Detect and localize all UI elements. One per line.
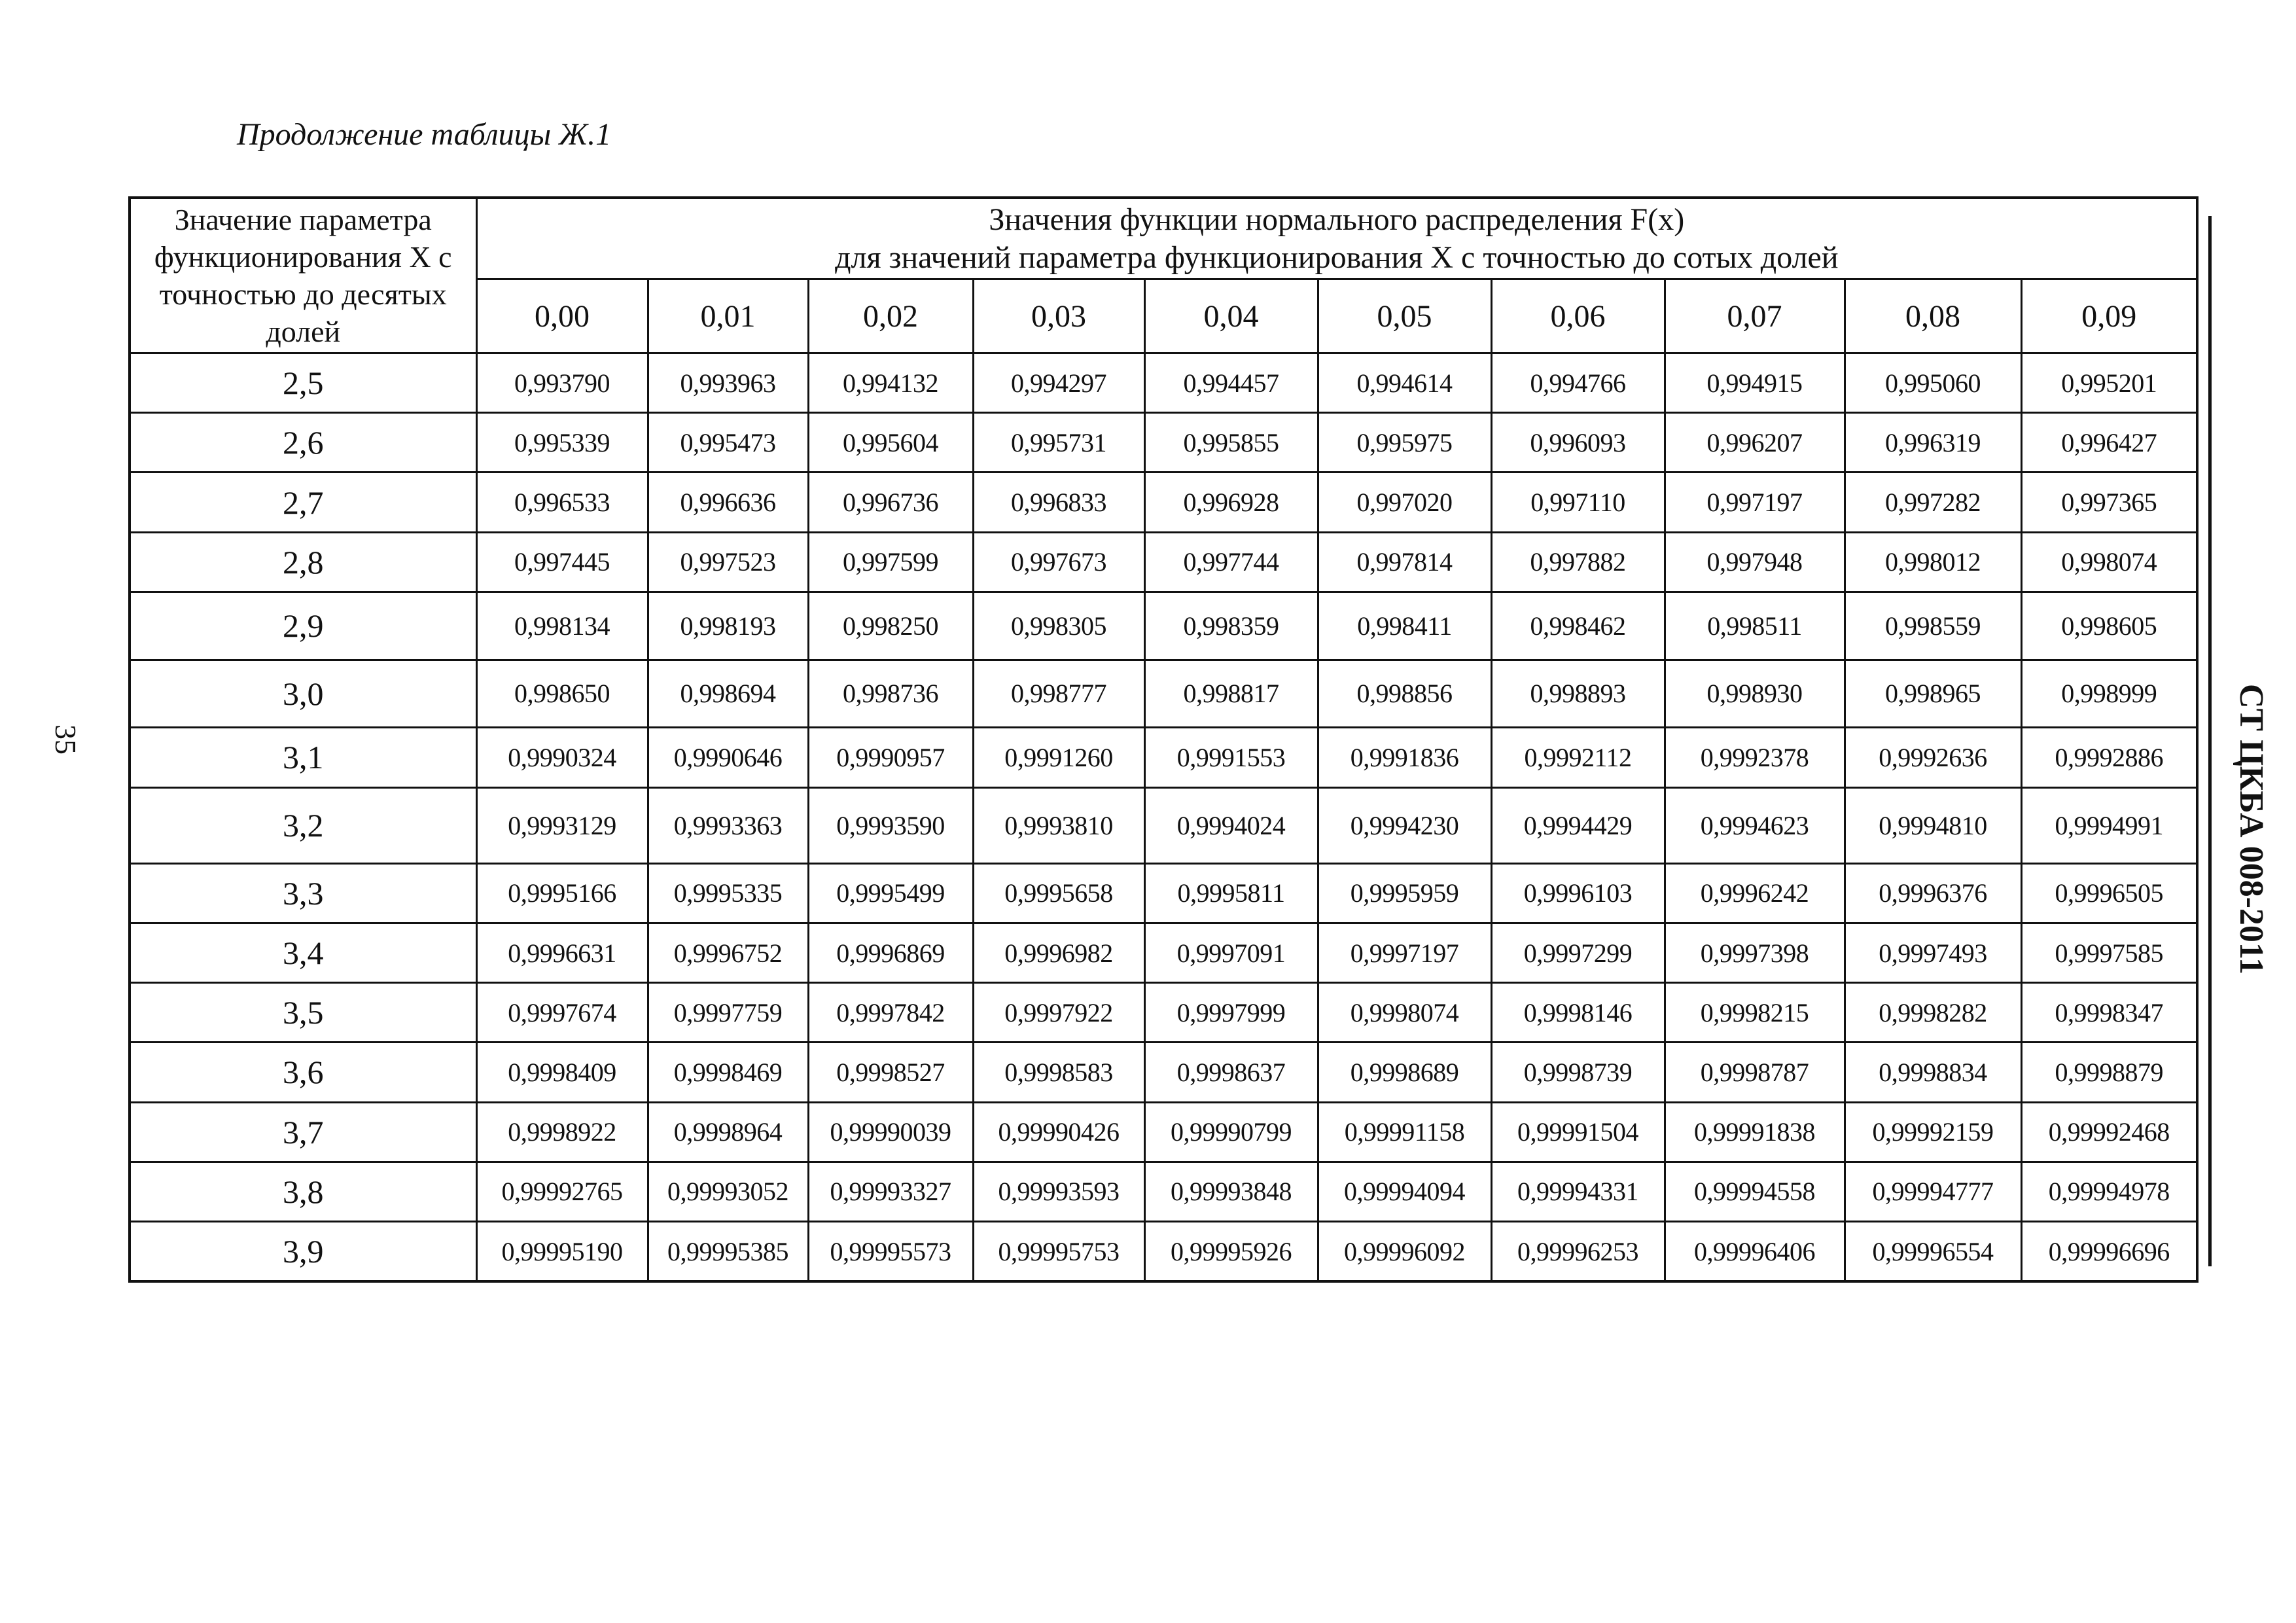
fx-value-cell: 0,996636 xyxy=(648,473,808,532)
table-row xyxy=(130,787,2197,863)
fx-value-cell: 0,99995190 xyxy=(476,1222,648,1281)
fx-value-cell: 0,99993327 xyxy=(808,1162,973,1221)
fx-value-cell: 0,9996631 xyxy=(476,923,648,982)
fx-value-cell: 0,998411 xyxy=(1318,592,1491,660)
fx-value-cell: 0,998856 xyxy=(1318,660,1491,728)
fx-value-cell: 0,998650 xyxy=(476,660,648,728)
fx-value-cell: 0,9995335 xyxy=(648,863,808,923)
fx-value-cell: 0,997365 xyxy=(2021,473,2197,532)
fx-value-cell: 0,998777 xyxy=(973,660,1144,728)
fx-value-cell: 0,998511 xyxy=(1665,592,1845,660)
fx-value-cell: 0,998736 xyxy=(808,660,973,728)
fx-value-cell: 0,995201 xyxy=(2021,353,2197,413)
fx-value-cell: 0,994766 xyxy=(1491,353,1665,413)
fx-value-cell: 0,996093 xyxy=(1491,413,1665,473)
fx-value-cell: 0,99994331 xyxy=(1491,1162,1665,1221)
fx-value-cell: 0,9997674 xyxy=(476,983,648,1043)
table-row xyxy=(130,592,2197,660)
fx-value-cell: 0,9994429 xyxy=(1491,787,1665,863)
fx-value-cell: 0,997948 xyxy=(1665,532,1845,592)
fx-value-cell: 0,9998637 xyxy=(1144,1043,1318,1102)
fx-value-cell: 0,996427 xyxy=(2021,413,2197,473)
fx-value-cell: 0,998250 xyxy=(808,592,973,660)
fx-value-cell: 0,9997759 xyxy=(648,983,808,1043)
fx-value-cell: 0,99992159 xyxy=(1845,1102,2021,1162)
fx-value-cell: 0,9998469 xyxy=(648,1043,808,1102)
fx-value-cell: 0,9998787 xyxy=(1665,1043,1845,1102)
fx-value-cell: 0,9997299 xyxy=(1491,923,1665,982)
fx-value-cell: 0,9994623 xyxy=(1665,787,1845,863)
fx-value-cell: 0,99993593 xyxy=(973,1162,1144,1221)
x-value-cell: 3,2 xyxy=(130,787,476,863)
column-header: 0,01 xyxy=(648,279,808,353)
fx-value-cell: 0,995731 xyxy=(973,413,1144,473)
fx-value-cell: 0,998134 xyxy=(476,592,648,660)
normal-distribution-table xyxy=(128,196,2199,1283)
fx-value-cell: 0,997744 xyxy=(1144,532,1318,592)
fx-value-cell: 0,996319 xyxy=(1845,413,2021,473)
fx-value-cell: 0,998893 xyxy=(1491,660,1665,728)
fx-value-cell: 0,996736 xyxy=(808,473,973,532)
table-row xyxy=(130,1102,2197,1162)
fx-value-cell: 0,997445 xyxy=(476,532,648,592)
fx-value-cell: 0,99996406 xyxy=(1665,1222,1845,1281)
x-value-cell: 3,3 xyxy=(130,863,476,923)
fx-value-cell: 0,9994230 xyxy=(1318,787,1491,863)
fx-value-cell: 0,9997842 xyxy=(808,983,973,1043)
fx-value-cell: 0,995060 xyxy=(1845,353,2021,413)
fx-value-cell: 0,99992468 xyxy=(2021,1102,2197,1162)
fx-value-cell: 0,997020 xyxy=(1318,473,1491,532)
fx-value-cell: 0,9990957 xyxy=(808,728,973,787)
x-value-cell: 2,7 xyxy=(130,473,476,532)
fx-value-cell: 0,9998527 xyxy=(808,1043,973,1102)
x-value-cell: 3,5 xyxy=(130,983,476,1043)
fx-value-cell: 0,9995811 xyxy=(1144,863,1318,923)
fx-value-cell: 0,998817 xyxy=(1144,660,1318,728)
fx-value-cell: 0,9998879 xyxy=(2021,1043,2197,1102)
table-row xyxy=(130,660,2197,728)
table-title-line-2: для значений параметра функционирования X с точностью до сотых долей xyxy=(835,240,1839,275)
fx-value-cell: 0,99996554 xyxy=(1845,1222,2021,1281)
table-row xyxy=(130,413,2197,473)
fx-value-cell: 0,9990646 xyxy=(648,728,808,787)
table-row xyxy=(130,728,2197,787)
fx-value-cell: 0,9996242 xyxy=(1665,863,1845,923)
fx-value-cell: 0,99995573 xyxy=(808,1222,973,1281)
fx-value-cell: 0,9992378 xyxy=(1665,728,1845,787)
fx-value-cell: 0,9991836 xyxy=(1318,728,1491,787)
fx-value-cell: 0,9996752 xyxy=(648,923,808,982)
column-header: 0,04 xyxy=(1144,279,1318,353)
fx-value-cell: 0,998012 xyxy=(1845,532,2021,592)
fx-value-cell: 0,99995926 xyxy=(1144,1222,1318,1281)
table-row xyxy=(130,1162,2197,1221)
margin-rule xyxy=(2208,216,2212,1266)
x-value-cell: 3,9 xyxy=(130,1222,476,1281)
fx-value-cell: 0,9993129 xyxy=(476,787,648,863)
table-row xyxy=(130,863,2197,923)
table-row xyxy=(130,1222,2197,1281)
column-header: 0,00 xyxy=(476,279,648,353)
x-value-cell: 2,9 xyxy=(130,592,476,660)
page-number: 35 xyxy=(49,724,82,755)
fx-value-cell: 0,9991553 xyxy=(1144,728,1318,787)
table-row xyxy=(130,923,2197,982)
fx-value-cell: 0,9996869 xyxy=(808,923,973,982)
fx-value-cell: 0,997282 xyxy=(1845,473,2021,532)
column-header: 0,07 xyxy=(1665,279,1845,353)
column-header: 0,08 xyxy=(1845,279,2021,353)
column-header: 0,09 xyxy=(2021,279,2197,353)
fx-value-cell: 0,99990799 xyxy=(1144,1102,1318,1162)
fx-value-cell: 0,99993052 xyxy=(648,1162,808,1221)
fx-value-cell: 0,9994810 xyxy=(1845,787,2021,863)
fx-value-cell: 0,998359 xyxy=(1144,592,1318,660)
fx-value-cell: 0,9998739 xyxy=(1491,1043,1665,1102)
fx-value-cell: 0,996928 xyxy=(1144,473,1318,532)
fx-value-cell: 0,996833 xyxy=(973,473,1144,532)
fx-value-cell: 0,996207 xyxy=(1665,413,1845,473)
fx-value-cell: 0,9998409 xyxy=(476,1043,648,1102)
fx-value-cell: 0,99996253 xyxy=(1491,1222,1665,1281)
fx-value-cell: 0,9997585 xyxy=(2021,923,2197,982)
x-value-cell: 3,7 xyxy=(130,1102,476,1162)
fx-value-cell: 0,99991504 xyxy=(1491,1102,1665,1162)
fx-value-cell: 0,9996376 xyxy=(1845,863,2021,923)
fx-value-cell: 0,998694 xyxy=(648,660,808,728)
x-value-cell: 2,5 xyxy=(130,353,476,413)
fx-value-cell: 0,997673 xyxy=(973,532,1144,592)
table-row xyxy=(130,353,2197,413)
fx-value-cell: 0,998605 xyxy=(2021,592,2197,660)
fx-value-cell: 0,9993810 xyxy=(973,787,1144,863)
fx-value-cell: 0,9998583 xyxy=(973,1043,1144,1102)
fx-value-cell: 0,99994978 xyxy=(2021,1162,2197,1221)
table-body xyxy=(130,353,2197,1282)
fx-value-cell: 0,9998964 xyxy=(648,1102,808,1162)
fx-value-cell: 0,997197 xyxy=(1665,473,1845,532)
document-code: СТ ЦКБА 008-2011 xyxy=(2233,683,2270,975)
fx-value-cell: 0,994915 xyxy=(1665,353,1845,413)
fx-value-cell: 0,99990426 xyxy=(973,1102,1144,1162)
fx-value-cell: 0,998965 xyxy=(1845,660,2021,728)
fx-value-cell: 0,997599 xyxy=(808,532,973,592)
column-header: 0,02 xyxy=(808,279,973,353)
fx-value-cell: 0,99992765 xyxy=(476,1162,648,1221)
fx-value-cell: 0,995855 xyxy=(1144,413,1318,473)
table-row xyxy=(130,983,2197,1043)
fx-value-cell: 0,9997922 xyxy=(973,983,1144,1043)
table-title-line-1: Значения функции нормального распределения F(x) xyxy=(989,202,1685,237)
fx-value-cell: 0,9992112 xyxy=(1491,728,1665,787)
fx-value-cell: 0,9996505 xyxy=(2021,863,2197,923)
fx-value-cell: 0,9992636 xyxy=(1845,728,2021,787)
table-row xyxy=(130,473,2197,532)
fx-value-cell: 0,997110 xyxy=(1491,473,1665,532)
fx-value-cell: 0,99993848 xyxy=(1144,1162,1318,1221)
column-header: 0,03 xyxy=(973,279,1144,353)
fx-value-cell: 0,99990039 xyxy=(808,1102,973,1162)
fx-value-cell: 0,9998146 xyxy=(1491,983,1665,1043)
fx-value-cell: 0,994457 xyxy=(1144,353,1318,413)
fx-value-cell: 0,99994558 xyxy=(1665,1162,1845,1221)
fx-value-cell: 0,995604 xyxy=(808,413,973,473)
fx-value-cell: 0,997882 xyxy=(1491,532,1665,592)
fx-value-cell: 0,9996103 xyxy=(1491,863,1665,923)
row-header: Значение параметра функционирования X с точностью до десятых долей xyxy=(130,198,476,353)
fx-value-cell: 0,9998689 xyxy=(1318,1043,1491,1102)
fx-value-cell: 0,995975 xyxy=(1318,413,1491,473)
fx-value-cell: 0,998305 xyxy=(973,592,1144,660)
table-title xyxy=(476,198,2197,279)
fx-value-cell: 0,9998922 xyxy=(476,1102,648,1162)
table-row xyxy=(130,532,2197,592)
x-value-cell: 2,6 xyxy=(130,413,476,473)
fx-value-cell: 0,997523 xyxy=(648,532,808,592)
fx-value-cell: 0,9996982 xyxy=(973,923,1144,982)
fx-value-cell: 0,994297 xyxy=(973,353,1144,413)
fx-value-cell: 0,9993363 xyxy=(648,787,808,863)
fx-value-cell: 0,998193 xyxy=(648,592,808,660)
column-header: 0,06 xyxy=(1491,279,1665,353)
fx-value-cell: 0,9994024 xyxy=(1144,787,1318,863)
fx-value-cell: 0,99995753 xyxy=(973,1222,1144,1281)
fx-value-cell: 0,9997091 xyxy=(1144,923,1318,982)
fx-value-cell: 0,99996092 xyxy=(1318,1222,1491,1281)
fx-value-cell: 0,997814 xyxy=(1318,532,1491,592)
fx-value-cell: 0,9995499 xyxy=(808,863,973,923)
fx-value-cell: 0,998999 xyxy=(2021,660,2197,728)
fx-value-cell: 0,998930 xyxy=(1665,660,1845,728)
column-header: 0,05 xyxy=(1318,279,1491,353)
x-value-cell: 3,0 xyxy=(130,660,476,728)
fx-value-cell: 0,998074 xyxy=(2021,532,2197,592)
fx-value-cell: 0,995339 xyxy=(476,413,648,473)
fx-value-cell: 0,995473 xyxy=(648,413,808,473)
fx-value-cell: 0,9993590 xyxy=(808,787,973,863)
fx-value-cell: 0,9998834 xyxy=(1845,1043,2021,1102)
fx-value-cell: 0,9997197 xyxy=(1318,923,1491,982)
x-value-cell: 3,8 xyxy=(130,1162,476,1221)
fx-value-cell: 0,993963 xyxy=(648,353,808,413)
fx-value-cell: 0,99991838 xyxy=(1665,1102,1845,1162)
table-row xyxy=(130,1043,2197,1102)
fx-value-cell: 0,9998347 xyxy=(2021,983,2197,1043)
fx-value-cell: 0,9991260 xyxy=(973,728,1144,787)
fx-value-cell: 0,998462 xyxy=(1491,592,1665,660)
fx-value-cell: 0,9994991 xyxy=(2021,787,2197,863)
fx-value-cell: 0,9998074 xyxy=(1318,983,1491,1043)
x-value-cell: 2,8 xyxy=(130,532,476,592)
fx-value-cell: 0,998559 xyxy=(1845,592,2021,660)
fx-value-cell: 0,99994094 xyxy=(1318,1162,1491,1221)
x-value-cell: 3,1 xyxy=(130,728,476,787)
fx-value-cell: 0,99996696 xyxy=(2021,1222,2197,1281)
fx-value-cell: 0,9998215 xyxy=(1665,983,1845,1043)
fx-value-cell: 0,99995385 xyxy=(648,1222,808,1281)
fx-value-cell: 0,9992886 xyxy=(2021,728,2197,787)
x-value-cell: 3,4 xyxy=(130,923,476,982)
fx-value-cell: 0,993790 xyxy=(476,353,648,413)
fx-value-cell: 0,9995658 xyxy=(973,863,1144,923)
fx-value-cell: 0,994614 xyxy=(1318,353,1491,413)
fx-value-cell: 0,99994777 xyxy=(1845,1162,2021,1221)
fx-value-cell: 0,9995166 xyxy=(476,863,648,923)
fx-value-cell: 0,996533 xyxy=(476,473,648,532)
fx-value-cell: 0,99991158 xyxy=(1318,1102,1491,1162)
fx-value-cell: 0,9995959 xyxy=(1318,863,1491,923)
fx-value-cell: 0,9997493 xyxy=(1845,923,2021,982)
fx-value-cell: 0,9998282 xyxy=(1845,983,2021,1043)
table-caption: Продолжение таблицы Ж.1 xyxy=(237,117,612,152)
fx-value-cell: 0,9990324 xyxy=(476,728,648,787)
fx-value-cell: 0,9997398 xyxy=(1665,923,1845,982)
fx-value-cell: 0,994132 xyxy=(808,353,973,413)
x-value-cell: 3,6 xyxy=(130,1043,476,1102)
fx-value-cell: 0,9997999 xyxy=(1144,983,1318,1043)
